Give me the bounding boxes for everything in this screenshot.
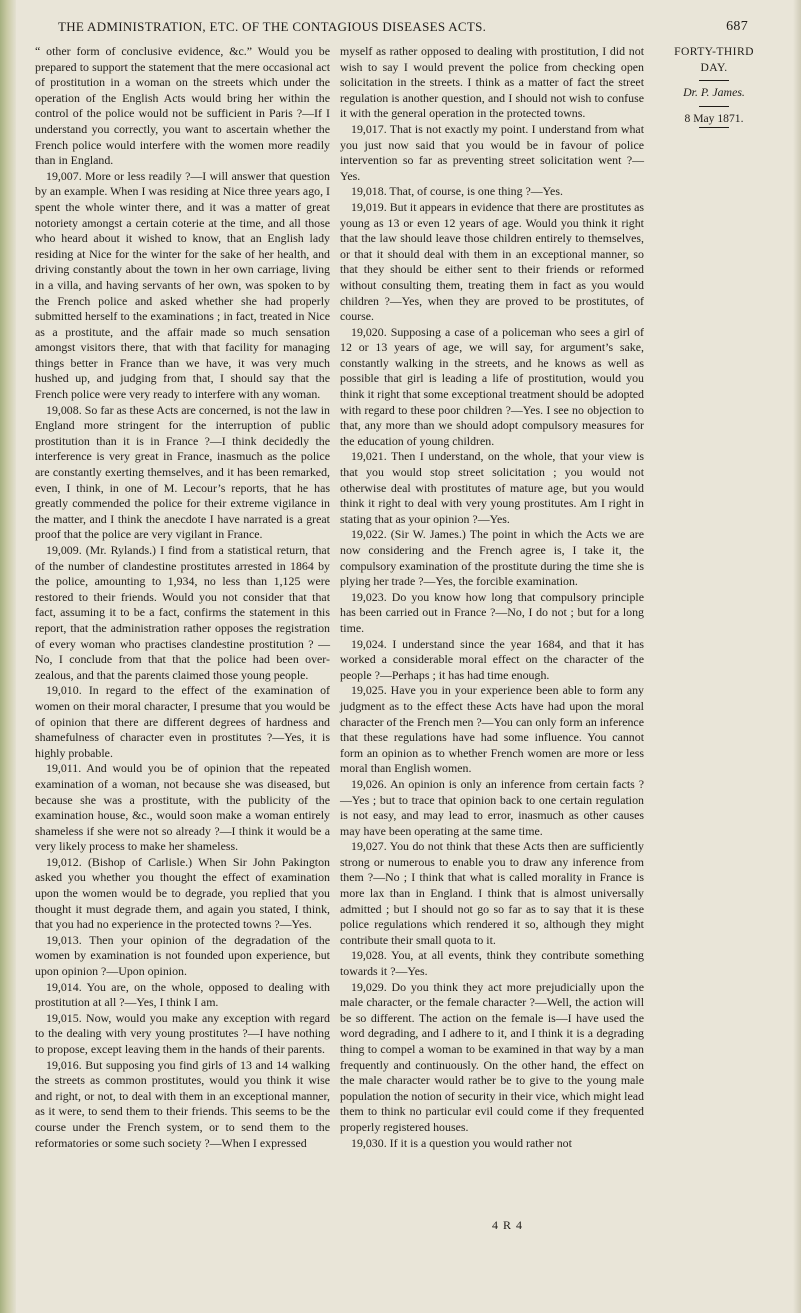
paragraph: 19,018. That, of course, is one thing ?—Yes. [351, 184, 563, 199]
paragraph: myself as rather opposed to dealing with prostitution, I did not wish to say I would prevent the police from checking open solicitation in the streets. I think as a matter of fact the street regulation is another question, and I should not wish to confuse it with the general operation in the protected towns. [340, 44, 644, 121]
paragraph: 19,024. I understand since the year 1684, and that it has worked a considerable moral effect on the character of the people ?—Perhaps ; it has had time enough. [340, 636, 644, 682]
paragraph: 19,012. (Bishop of Carlisle.) When Sir John Pakington asked you whether you thought the effect of examination upon the women would be to degrade, you replied that you thought it must degrade them, and again you stated, I think, that you had no experience in the protected towns ?—Yes. [35, 854, 330, 932]
session-date: 8 May 1871. [684, 111, 744, 125]
right-column [340, 44, 644, 1151]
paragraph: 19,020. Supposing a case of a policeman who sees a girl of 12 or 13 years of age, we will say, for argument’s sake, constantly walking in the streets, and he knows as well as possible that girl is leading a life of prostitution, would you think it right that some exceptional treatment should be adopted with regard to these poor children ?—Yes. I see no objection to that, any more than we should adopt compulsory measures for the education of young children. [340, 324, 644, 448]
paragraph: 19,030. If it is a question you would rather not [351, 1135, 572, 1150]
paragraph: 19,016. But supposing you find girls of 13 and 14 walking the streets as common prostitutes, would you think it wise and right, or not, to deal with them in an exceptional manner, as it were, to send them to their friends. This seems to be the course under the French system, or to send them to the reformatories or some such society ?—When I expressed [35, 1057, 330, 1150]
paragraph: 19,010. In regard to the effect of the examination of women on their moral character, I presume that you would be of opinion that there are different degrees of hardness and shamefulness of character even in prostitutes ?—Yes, it is highly probable. [35, 683, 330, 760]
margin-note [661, 44, 767, 128]
session-label: FORTY-THIRD DAY. [674, 45, 754, 74]
running-title: THE ADMINISTRATION, ETC. OF THE CONTAGIOUS DISEASES ACTS. [58, 19, 487, 34]
page-number: 687 [726, 19, 748, 34]
paragraph: 19,025. Have you in your experience been able to form any judgment as to the effect these Acts have had upon the moral character of the French men ?—You can only form an inference that these regulations have had some influence. You cannot form an opinion as to whether French women are more or less moral than English women. [340, 683, 644, 776]
left-column [35, 44, 330, 1151]
paragraph: 19,029. Do you think they act more prejudicially upon the male character, or the female character ?—Well, the action will be so different. The action on the female is—I have used the word degrading, and I adhere to it, and I think it is a degrading thing to compel a woman to be examined in that way by a man frequently and continuously. On the other hand, the effect on the male character would rather be to give to the young male population the notion of security in their vice, which might lead them to think no particular evil could come if they frequented properly registered houses. [340, 979, 644, 1134]
paragraph: 19,023. Do you know how long that compulsory principle has been carried out in France ?—No, I do not ; but for a long time. [340, 589, 644, 635]
paragraph: 19,013. Then your opinion of the degradation of the women by examination is not founded upon experience, but upon opinion ?—Upon opinion. [35, 932, 330, 979]
paragraph: “ other form of conclusive evidence, &c.” Would you be prepared to support the statement that the mere occasional act of prostitution in a woman on the streets which under the operation of the English Acts would bring her within the control of the police would not be sufficient in Paris ?—If I understand you correctly, you want to ascertain whether the French police would interfere with the women more readily than in England. [35, 44, 330, 168]
witness-name: Dr. P. James. [683, 85, 745, 100]
signature-mark: 4 R 4 [492, 1218, 524, 1232]
paragraph: 19,008. So far as these Acts are concerned, is not the law in England more stringent for the interruption of public prostitution than it is in France ?—I think decidedly the interference is very great in France, inasmuch as the police are constantly exerting themselves, and it has been remarked, even, I think, in one of M. Lecour’s reports, that he has greatly commended the police for their extreme vigilance in the matter, and I think the anecdote I have narrated is a great proof that the police are very vigilant in France. [35, 402, 330, 542]
paragraph: 19,022. (Sir W. James.) The point in which the Acts we are now considering and the French agree is, I take it, the compulsory examination of the prostitute during the time she is plying her trade ?—Yes, the forcible examination. [340, 527, 644, 589]
paragraph: 19,028. You, at all events, think they contribute something towards it ?—Yes. [340, 948, 644, 979]
paragraph: 19,011. And would you be of opinion that the repeated examination of a woman, not because she was diseased, but because she was a prostitute, with the publicity of the examination house, &c., would soon make a woman entirely shameless if she were not so already ?—I think it would be a very likely process to make her shameless. [35, 761, 330, 854]
divider [699, 80, 729, 81]
paragraph: 19,007. More or less readily ?—I will answer that question by an example. When I was residing at Nice three years ago, I spent the whole winter there, and it was a matter of great notoriety amongst a certain coterie at the time, and all those who heard about it wished to know, that an English lady residing at Nice for the winter for the sake of her health, and driving constantly about the town in her own carriage, living in a villa, and having servants of her own, was spoken to by the French police and asked whether she had properly submitted herself to the examinations ; in fact, treated in Nice as a prostitute, and the affair made so much sensation amongst visitors there, that with that facility for managing things better in France than we have, it was very much hushed up, and judging from that, I should say that the French police were very ready to interfere with any woman. [35, 168, 330, 402]
paragraph: 19,019. But it appears in evidence that there are prostitutes as young as 13 or even 12 years of age. Would you think it right that the law should leave those children entirely to themselves, or that it should deal with them in an exceptional manner, so that they should be either sent to their friends or reformed without consulting them, treating them in fact as you would children ?—Yes, when they are proved to be prostitutes, of course. [340, 199, 644, 324]
divider [699, 127, 729, 128]
page-header [58, 19, 748, 39]
page-edge [793, 0, 801, 1313]
paragraph: 19,017. That is not exactly my point. I understand from what you just now said that you would be in favour of police intervention so far as preventing street solicitation went ?—Yes. [340, 121, 644, 183]
paragraph: 19,009. (Mr. Rylands.) I find from a statistical return, that of the number of clandestine prostitutes arrested in 1864 by the police, amounting to 1,934, no less than 1,125 were restored to their friends. Would you not consider that that fact, assuming it to be a fact, confirms the statement in this report, that the administration rather opposes the registration of every woman who practises clandestine prostitution ? —No, I conclude from that that the police had been over-zealous, and that the parents claimed those young people. [35, 543, 330, 682]
paragraph: 19,021. Then I understand, on the whole, that your view is that you would stop street solicitation ; you would not otherwise deal with prostitutes of mature age, but you would think it right to deal with very young prostitutes. Am I right in stating that as your opinion ?—Yes. [340, 449, 644, 526]
paragraph: 19,027. You do not think that these Acts then are sufficiently strong or numerous to enable you to draw any inference from them ?—No ; I think that what is called morality in France is more lax than in England. I think that is almost universally admitted ; but I should not go so far as to say that it is these police regulations which rendered it so, although they might contribute their small quota to it. [340, 839, 644, 947]
paragraph: 19,026. An opinion is only an inference from certain facts ?—Yes ; but to trace that opinion back to one certain regulation is not easy, and may lead to error, inasmuch as other causes may have been operating at the same time. [340, 776, 644, 838]
paragraph: 19,015. Now, would you make any exception with regard to the dealing with very young prostitutes ?—I have nothing to propose, except leaving them in the hands of their parents. [35, 1010, 330, 1056]
paragraph: 19,014. You are, on the whole, opposed to dealing with prostitution at all ?—Yes, I think I am. [35, 979, 330, 1010]
binding-shadow [0, 0, 16, 1313]
divider [699, 106, 729, 107]
